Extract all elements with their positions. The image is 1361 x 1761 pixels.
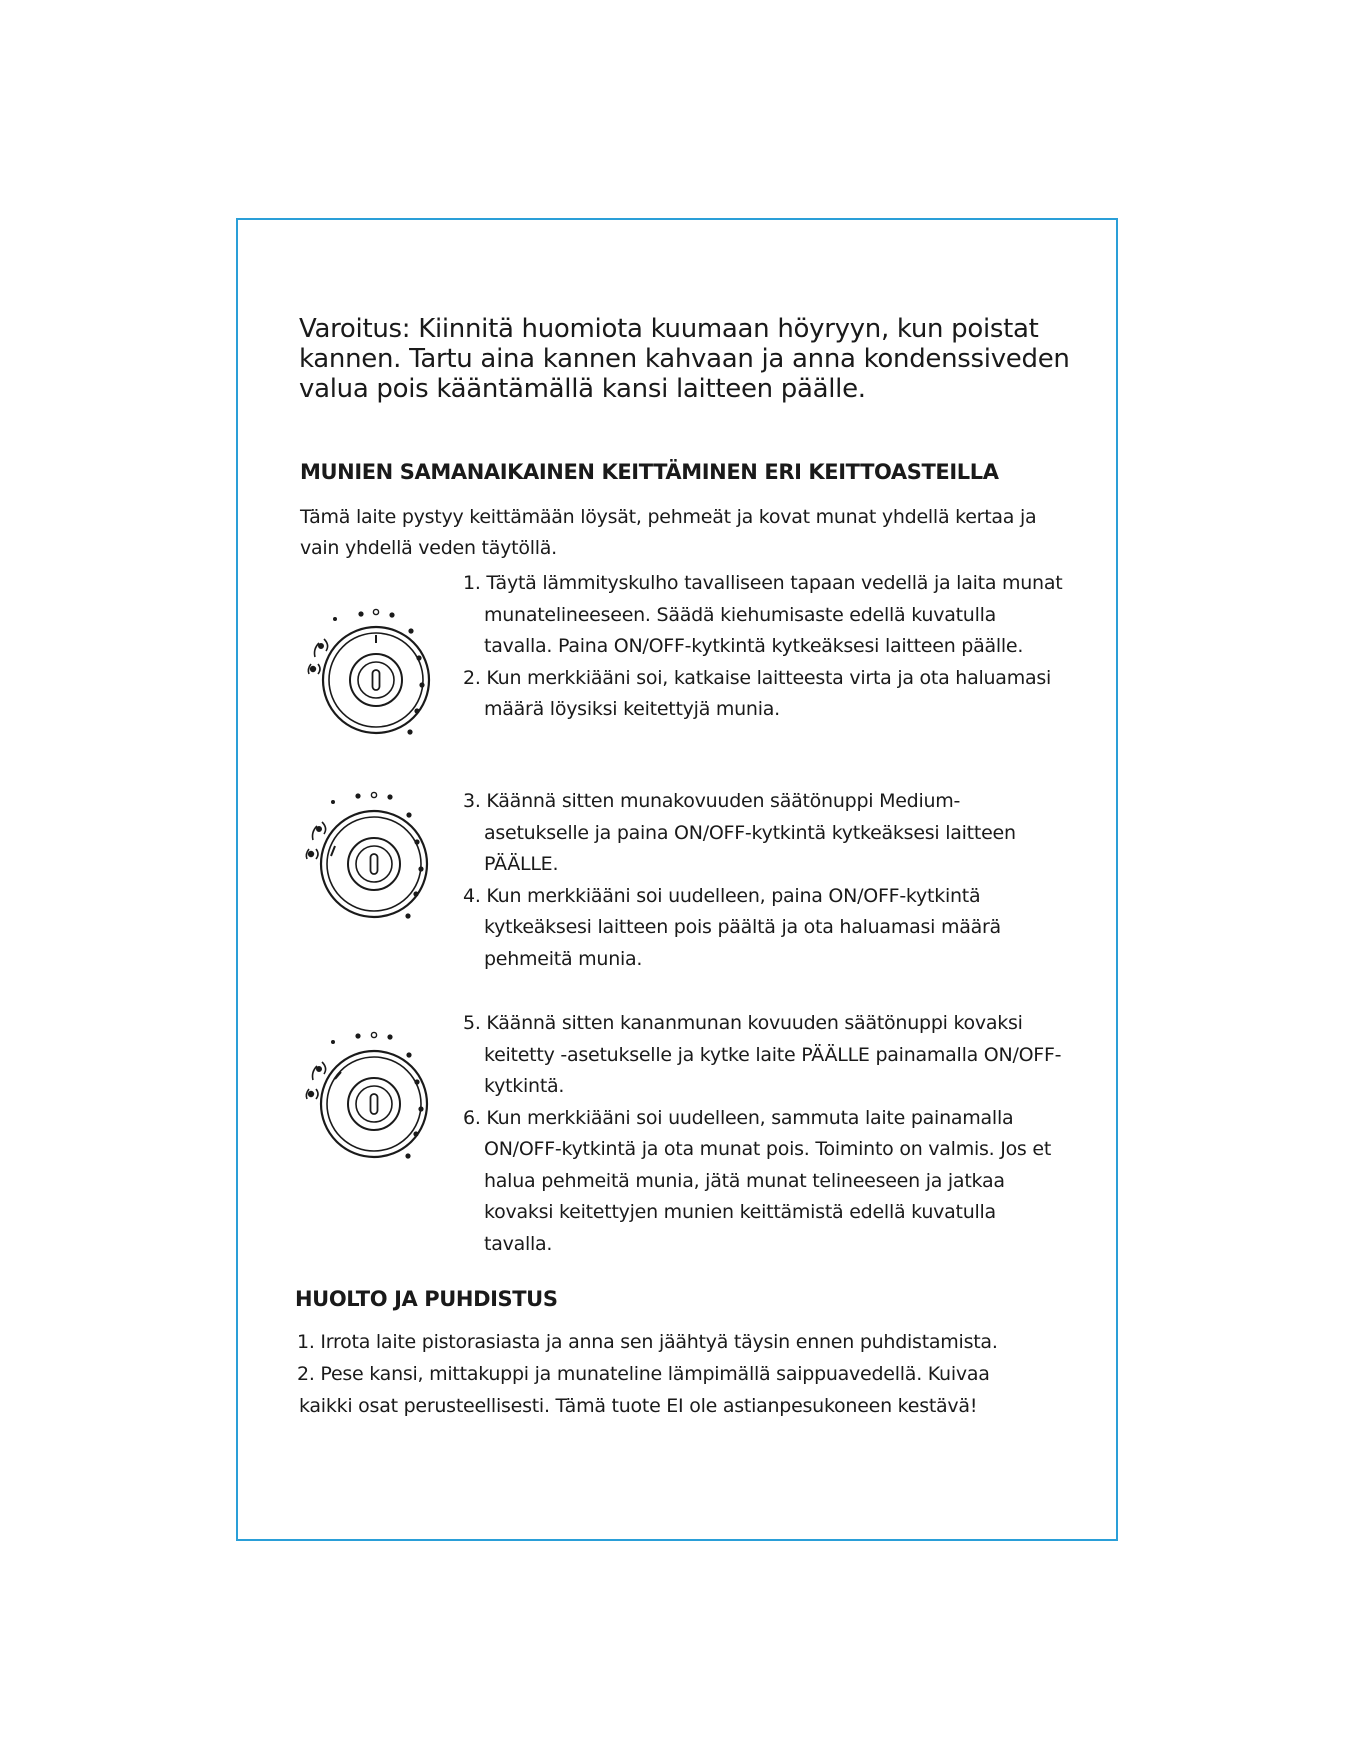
dial-knob-icon [300, 607, 450, 739]
section-title-boiling: MUNIEN SAMANAIKAINEN KEITTÄMINEN ERI KEITTOASTEILLA [300, 460, 999, 484]
step-item: 6. Kun merkkiääni soi uudelleen, sammuta laite painamalla ON/OFF-kytkintä ja ota munat pois. Toiminto on valmis. Jos et halua pehmeitä munia, jätä munat telineeseen ja jatkaa kovaksi keitettyjen munien keittämistä edellä kuvatulla tavalla. [463, 1106, 1052, 1255]
dial-knob-icon [300, 1030, 450, 1162]
section-intro: Tämä laite pystyy keittämään löysät, pehmeät ja kovat munat yhdellä kertaa ja vain yhdellä veden täytöllä. [300, 506, 1037, 559]
steps-group-1 [463, 568, 1063, 726]
dial-knob-icon [300, 790, 450, 922]
care-item: 2. Pese kansi, mittakuppi ja munateline lämpimällä saippuavedellä. Kuivaa [297, 1363, 990, 1385]
care-item: kaikki osat perusteellisesti. Tämä tuote EI ole astianpesukoneen kestävä! [299, 1395, 978, 1417]
care-item: 1. Irrota laite pistorasiasta ja anna sen jäähtyä täysin ennen puhdistamista. [297, 1331, 998, 1353]
section-title-care: HUOLTO JA PUHDISTUS [295, 1287, 558, 1311]
steps-group-3 [463, 1008, 1063, 1260]
step-item: 4. Kun merkkiääni soi uudelleen, paina ON/OFF-kytkintä kytkeäksesi laitteen pois päältä ja ota haluamasi määrä pehmeitä munia. [463, 884, 1001, 970]
step-item: 2. Kun merkkiääni soi, katkaise laitteesta virta ja ota haluamasi määrä löysiksi keitettyjä munia. [463, 666, 1052, 720]
steps-group-2 [463, 786, 1063, 975]
step-item: 1. Täytä lämmityskulho tavalliseen tapaan vedellä ja laita munat munatelineeseen. Säädä kiehumisaste edellä kuvatulla tavalla. Paina ON/OFF-kytkintä kytkeäksesi laitteen päälle. [463, 572, 1063, 657]
care-instructions [297, 1326, 1077, 1422]
warning-text: Varoitus: Kiinnitä huomiota kuumaan höyryyn, kun poistat kannen. Tartu aina kannen kahvaan ja anna kondenssiveden valua pois kääntämällä kansi laitteen päälle. [299, 314, 1070, 404]
step-item: 3. Käännä sitten munakovuuden säätönuppi Medium-asetukselle ja paina ON/OFF-kytkintä kytkeäksesi laitteen PÄÄLLE. [463, 790, 1016, 875]
step-item: 5. Käännä sitten kananmunan kovuuden säätönuppi kovaksi keitetty -asetukselle ja kytke laite PÄÄLLE painamalla ON/OFF-kytkintä. [463, 1012, 1062, 1097]
